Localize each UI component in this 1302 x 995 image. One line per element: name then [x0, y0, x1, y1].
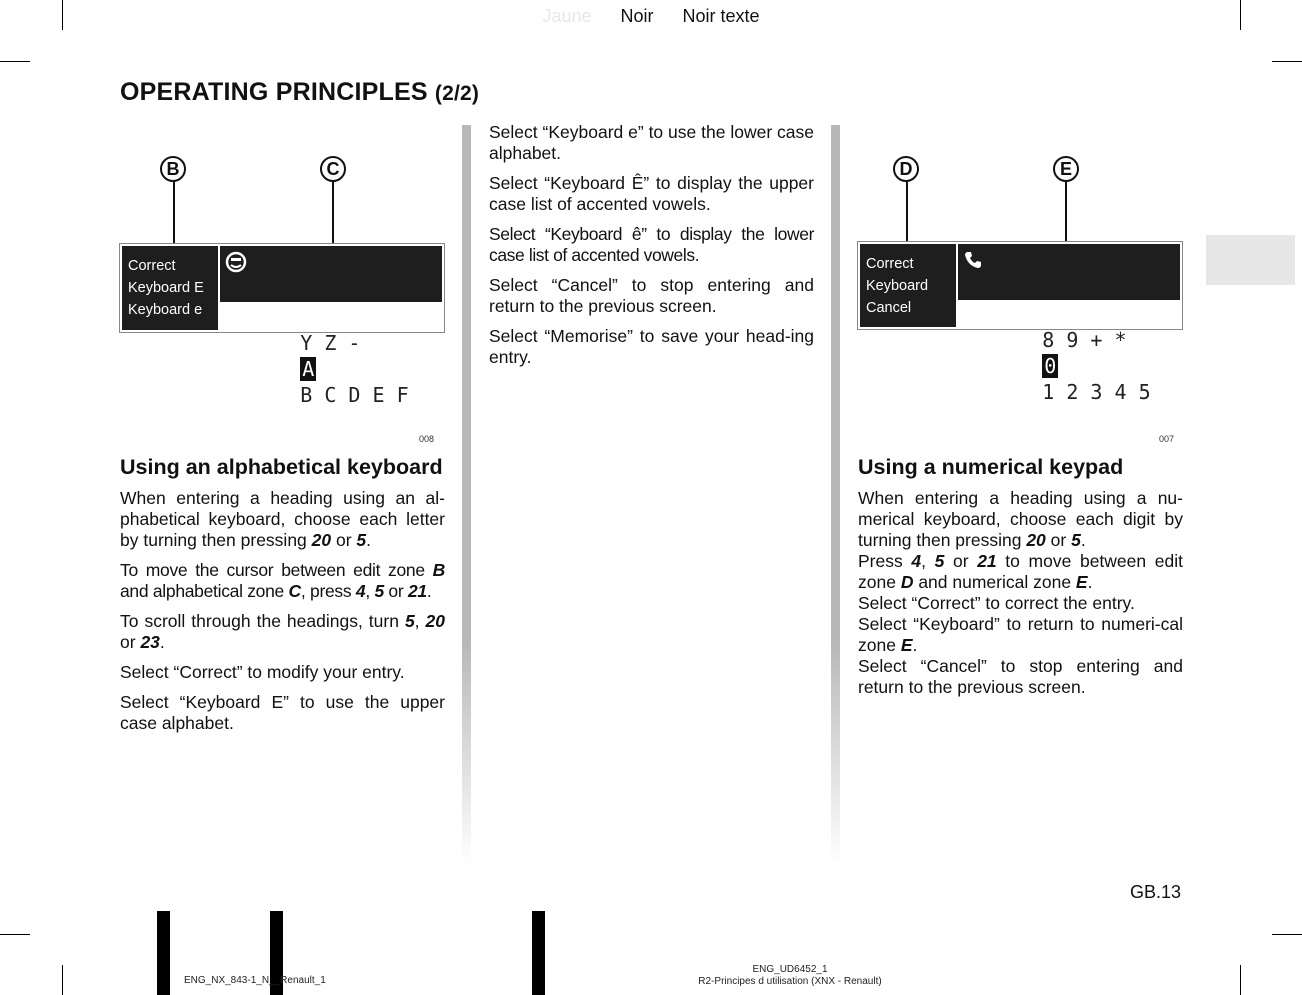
callout-b: B	[160, 156, 186, 182]
menu-item-keyboard-lower: Keyboard e	[128, 302, 203, 318]
callout-d-leader	[906, 182, 908, 242]
page-title	[120, 78, 479, 107]
crop-mark	[62, 965, 63, 995]
paragraph: When entering a heading using an al-phabetical keyboard, choose each letter by turning then pressing 20 or 5.	[120, 488, 445, 550]
paragraph: Select “Keyboard E” to use the upper case alphabet.	[120, 692, 445, 733]
registration-colors	[0, 6, 1302, 27]
paragraph: Select “Cancel” to stop entering and return to the previous screen.	[489, 275, 814, 316]
figure-code: 007	[1159, 434, 1175, 444]
crop-mark	[1272, 61, 1302, 62]
paragraph: Select “Keyboard Ê” to display the upper case list of accented vowels.	[489, 173, 814, 214]
keys-after: B C D E F	[300, 383, 409, 407]
menu-item-correct: Correct	[866, 256, 914, 272]
section-heading: Using a numerical keypad	[858, 455, 1124, 479]
page-title-suffix: (2/2)	[434, 82, 480, 105]
paragraph: Press 4, 5 or 21 to move between edit zone D and numerical zone E.	[858, 551, 1183, 592]
column-separator	[462, 125, 471, 865]
footer-right	[660, 964, 920, 988]
edit-zone-b	[220, 246, 442, 302]
menu-item-correct: Correct	[128, 258, 176, 274]
section-heading: Using an alphabetical keyboard	[120, 455, 443, 479]
page-title-text: OPERATING PRINCIPLES	[120, 78, 428, 106]
paragraph: Select “Keyboard” to return to numeri-cal zone E.	[858, 614, 1183, 655]
crop-mark	[0, 61, 30, 62]
keyboard-screen	[119, 243, 445, 407]
paragraph: Select “Correct” to modify your entry.	[120, 662, 405, 682]
footer-right-line1: ENG_UD6452_1	[752, 964, 828, 975]
left-column	[120, 455, 445, 743]
right-column	[858, 455, 1183, 698]
smiley-icon	[225, 251, 247, 273]
callout-b-leader	[173, 182, 175, 244]
callout-d: D	[893, 156, 919, 182]
paragraph: Select “Memorise” to save your head-ing entry.	[489, 326, 814, 367]
keys-after: 1 2 3 4 5	[1042, 380, 1151, 404]
menu-item-cancel: Cancel	[866, 300, 912, 316]
footer-bar	[157, 911, 170, 995]
figure-code: 008	[419, 434, 435, 444]
column-separator	[831, 125, 840, 865]
footer-bar	[532, 911, 545, 995]
color-name-black: Noir	[620, 6, 654, 26]
paragraph: Select “Cancel” to stop entering and return to the previous screen.	[858, 656, 1183, 697]
callout-e: E	[1053, 156, 1079, 182]
key-selected: A	[302, 357, 315, 381]
callout-c-leader	[332, 182, 334, 244]
page-number: GB.13	[1130, 882, 1182, 902]
numerical-zone-e	[970, 301, 1180, 404]
color-name-black-text: Noir texte	[682, 6, 760, 26]
paragraph: Select “Keyboard e” to use the lower case alphabet.	[489, 122, 814, 163]
middle-column	[489, 122, 814, 377]
key-selected: 0	[1044, 354, 1057, 378]
callout-e-leader	[1065, 182, 1067, 242]
edit-zone-d	[958, 244, 1180, 300]
callout-c: C	[320, 156, 346, 182]
menu-item-keyboard-upper: Keyboard E	[128, 280, 204, 296]
paragraph: When entering a heading using a nu-merical keyboard, choose each digit by turning then pressing 20 or 5.	[858, 488, 1183, 550]
keyboard-menu	[122, 246, 218, 330]
keypad-menu	[860, 244, 956, 327]
paragraph: Select “Correct” to correct the entry.	[858, 593, 1135, 613]
paragraph: Select “Keyboard ê” to display the lower case list of accented vowels.	[489, 224, 814, 265]
crop-mark	[0, 934, 30, 935]
section-tab	[1206, 235, 1295, 285]
paragraph: To scroll through the headings, turn 5, 20 or 23.	[120, 611, 445, 652]
alphabet-zone-c	[228, 304, 442, 407]
menu-item-keyboard: Keyboard	[866, 278, 929, 294]
color-name-yellow: Jaune	[542, 6, 592, 26]
crop-mark	[1240, 965, 1241, 995]
paragraph: To move the cursor between edit zone B and alphabetical zone C, press 4, 5 or 21.	[120, 560, 445, 601]
phone-icon	[963, 250, 983, 270]
numerical-keypad-figure	[857, 150, 1187, 450]
alphabetical-keyboard-figure	[118, 150, 448, 450]
keypad-screen	[857, 241, 1183, 404]
keys-before: Y Z -	[300, 331, 385, 355]
footer-right-line2: R2-Principes d utilisation (XNX - Renault)	[698, 976, 882, 987]
footer-left: ENG_NX_843-1_N__Renault_1	[184, 975, 326, 986]
crop-mark	[1272, 934, 1302, 935]
keys-before: 8 9 + *	[1042, 328, 1139, 352]
